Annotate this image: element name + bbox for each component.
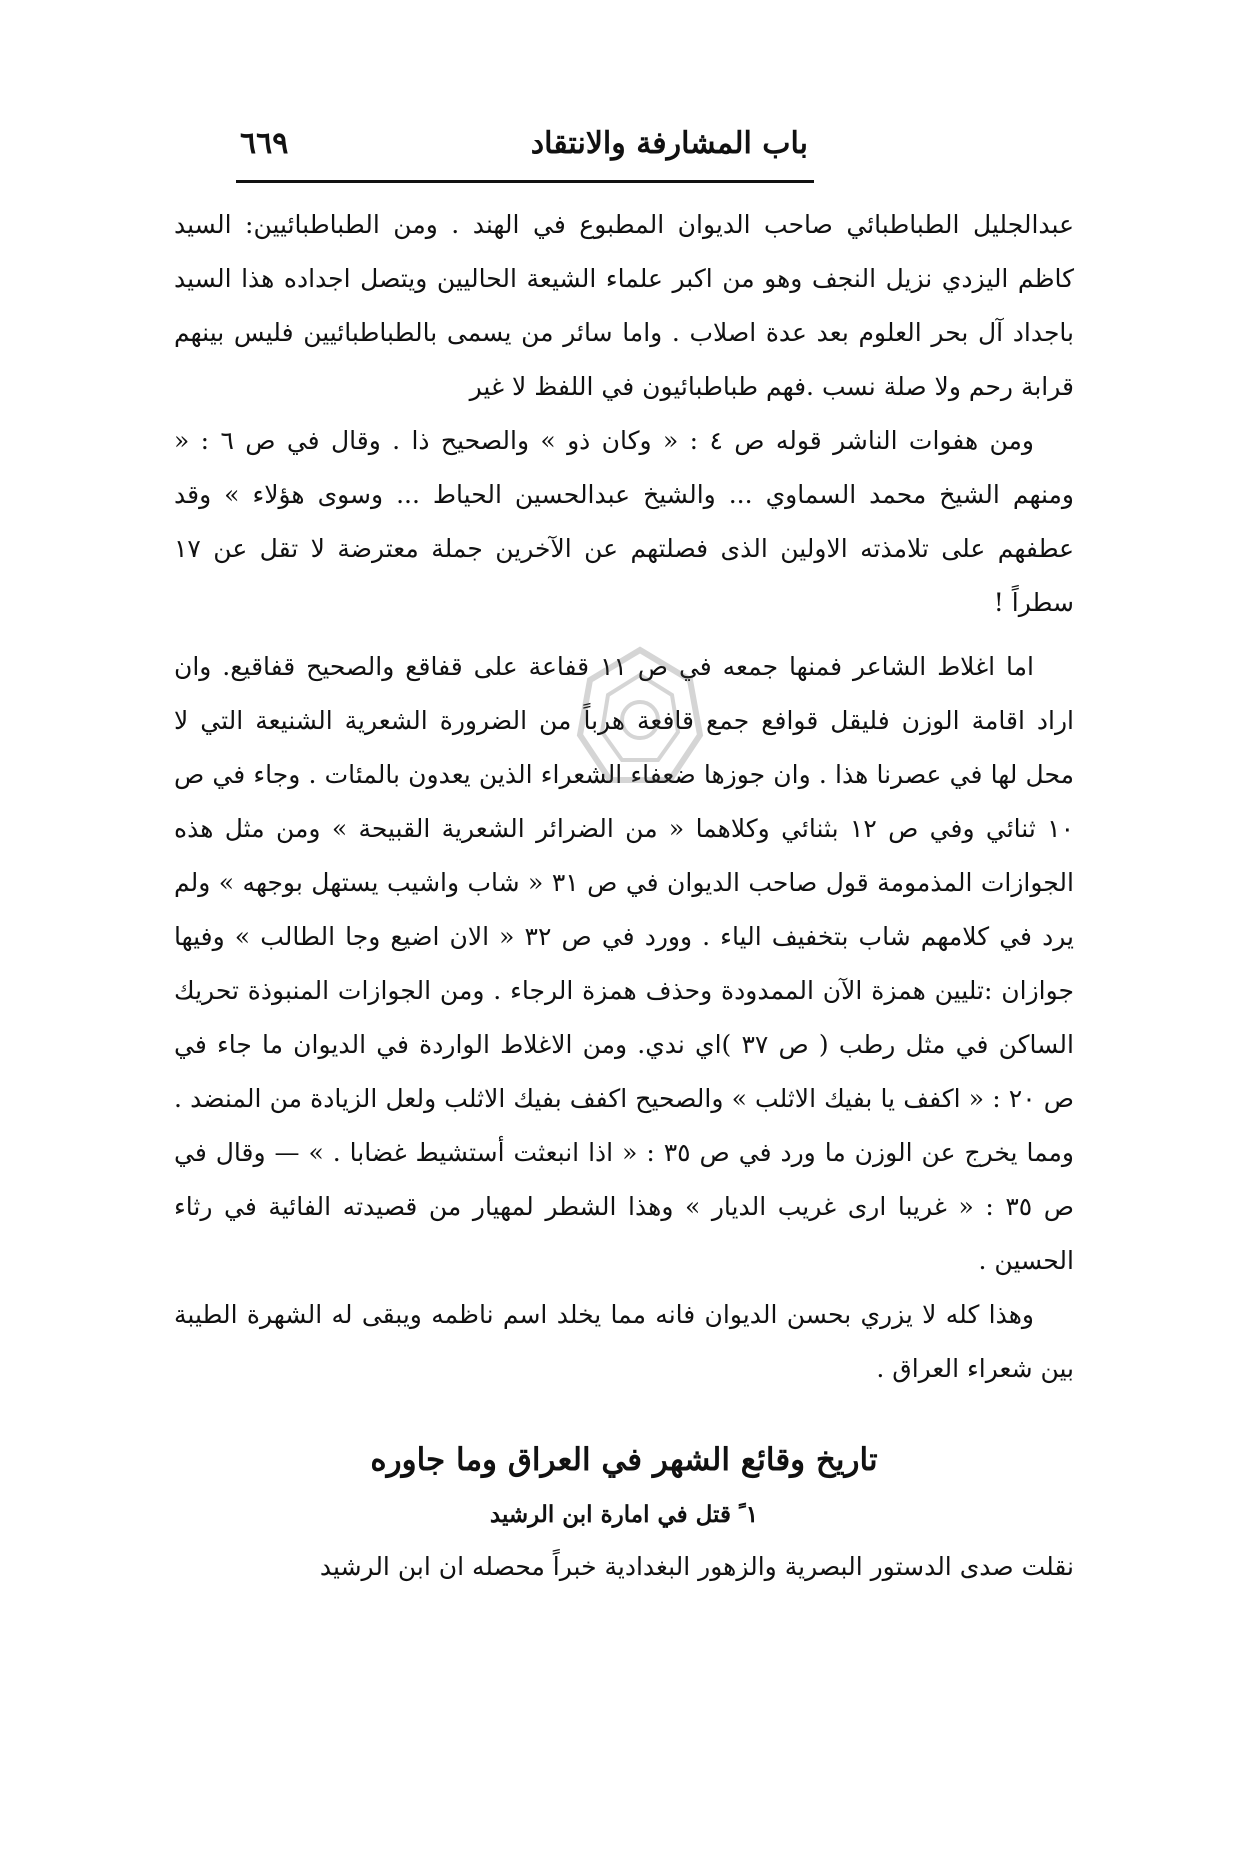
running-title: باب المشارفة والانتقاد [530,126,808,161]
paragraph: عبدالجليل الطباطبائي صاحب الديوان المطبوع في الهند . ومن الطباطبائيين: السيد كاظم اليزدي نزيل النجف وهو من اكبر علماء الشيعة الحاليين ويتصل اجداده هذا السيد باجداد آل بحر العلوم بعد عدة اصلاب . واما سائر من يسمى بالطباطبائيين فليس بينهم قرابة رحم ولا صلة نسب .فهم طباطبائيون في اللفظ لا غير [174,210,1074,401]
subsection-title: ١ ً قتل في امارة ابن الرشيد [489,1501,759,1528]
page-header [240,120,808,176]
paragraph: اما اغلاط الشاعر فمنها جمعه في ص ١١ قفاعة على قفاقع والصحيح قفاقيع. وان اراد اقامة الوزن فليقل قوافع جمع قافعة هرباً من الضرورة الشعرية الشنيعة التي لا محل لها في عصرنا هذا . وان جوزها ضعفاء الشعراء الذين يعدون بالمئات . وجاء في ص ١٠ ثنائي وفي ص ١٢ بثنائي وكلاهما « من الضرائر الشعرية القبيحة » ومن مثل هذه الجوازات المذمومة قول صاحب الديوان في ص ٣١ « شاب واشيب يستهل بوجهه » ولم يرد في كلامهم شاب بتخفيف الياء . وورد في ص ٣٢ « الان اضيع وجا الطالب » وفيها جوازان :تليين همزة الآن الممدودة وحذف همزة الرجاء . ومن الجوازات المنبوذة تحريك الساكن في مثل رطب ( ص ٣٧ )اي ندي. ومن الاغلاط الواردة في الديوان ما جاء في ص ٢٠ : « اكفف يا بفيك الاثلب » والصحيح اكفف بفيك الاثلب ولعل الزيادة من المنضد . ومما يخرج عن الوزن ما ورد في ص ٣٥ : « اذا انبعثت أستشيط غضابا . » — وقال في ص ٣٥ : « غريبا ارى غريب الديار » وهذا الشطر لمهيار من قصيدته الفائية في رثاء الحسين . [174,652,1075,1275]
paragraph: وهذا كله لا يزري بحسن الديوان فانه مما يخلد اسم ناظمه ويبقى له الشهرة الطيبة بين شعراء العراق . [174,1300,1074,1383]
paragraph: نقلت صدى الدستور البصرية والزهور البغدادية خبراً محصله ان ابن الرشيد [319,1552,1074,1581]
header-rule [236,180,814,183]
article-body [174,198,1074,1594]
library-seal-watermark [500,640,780,880]
page-number: ٦٦٩ [240,126,289,161]
section-title: تاريخ وقائع الشهر في العراق وما جاوره [370,1442,878,1478]
paragraph: ومن هفوات الناشر قوله ص ٤ : « وكان ذو » والصحيح ذا . وقال في ص ٦ : « ومنهم الشيخ محمد السماوي ... والشيخ عبدالحسين الحياط ... وسوى هؤلاء » وقد عطفهم على تلامذته الاولين الذى فصلتهم عن الآخرين جملة معترضة لا تقل عن ١٧ سطراً ! [174,426,1074,617]
